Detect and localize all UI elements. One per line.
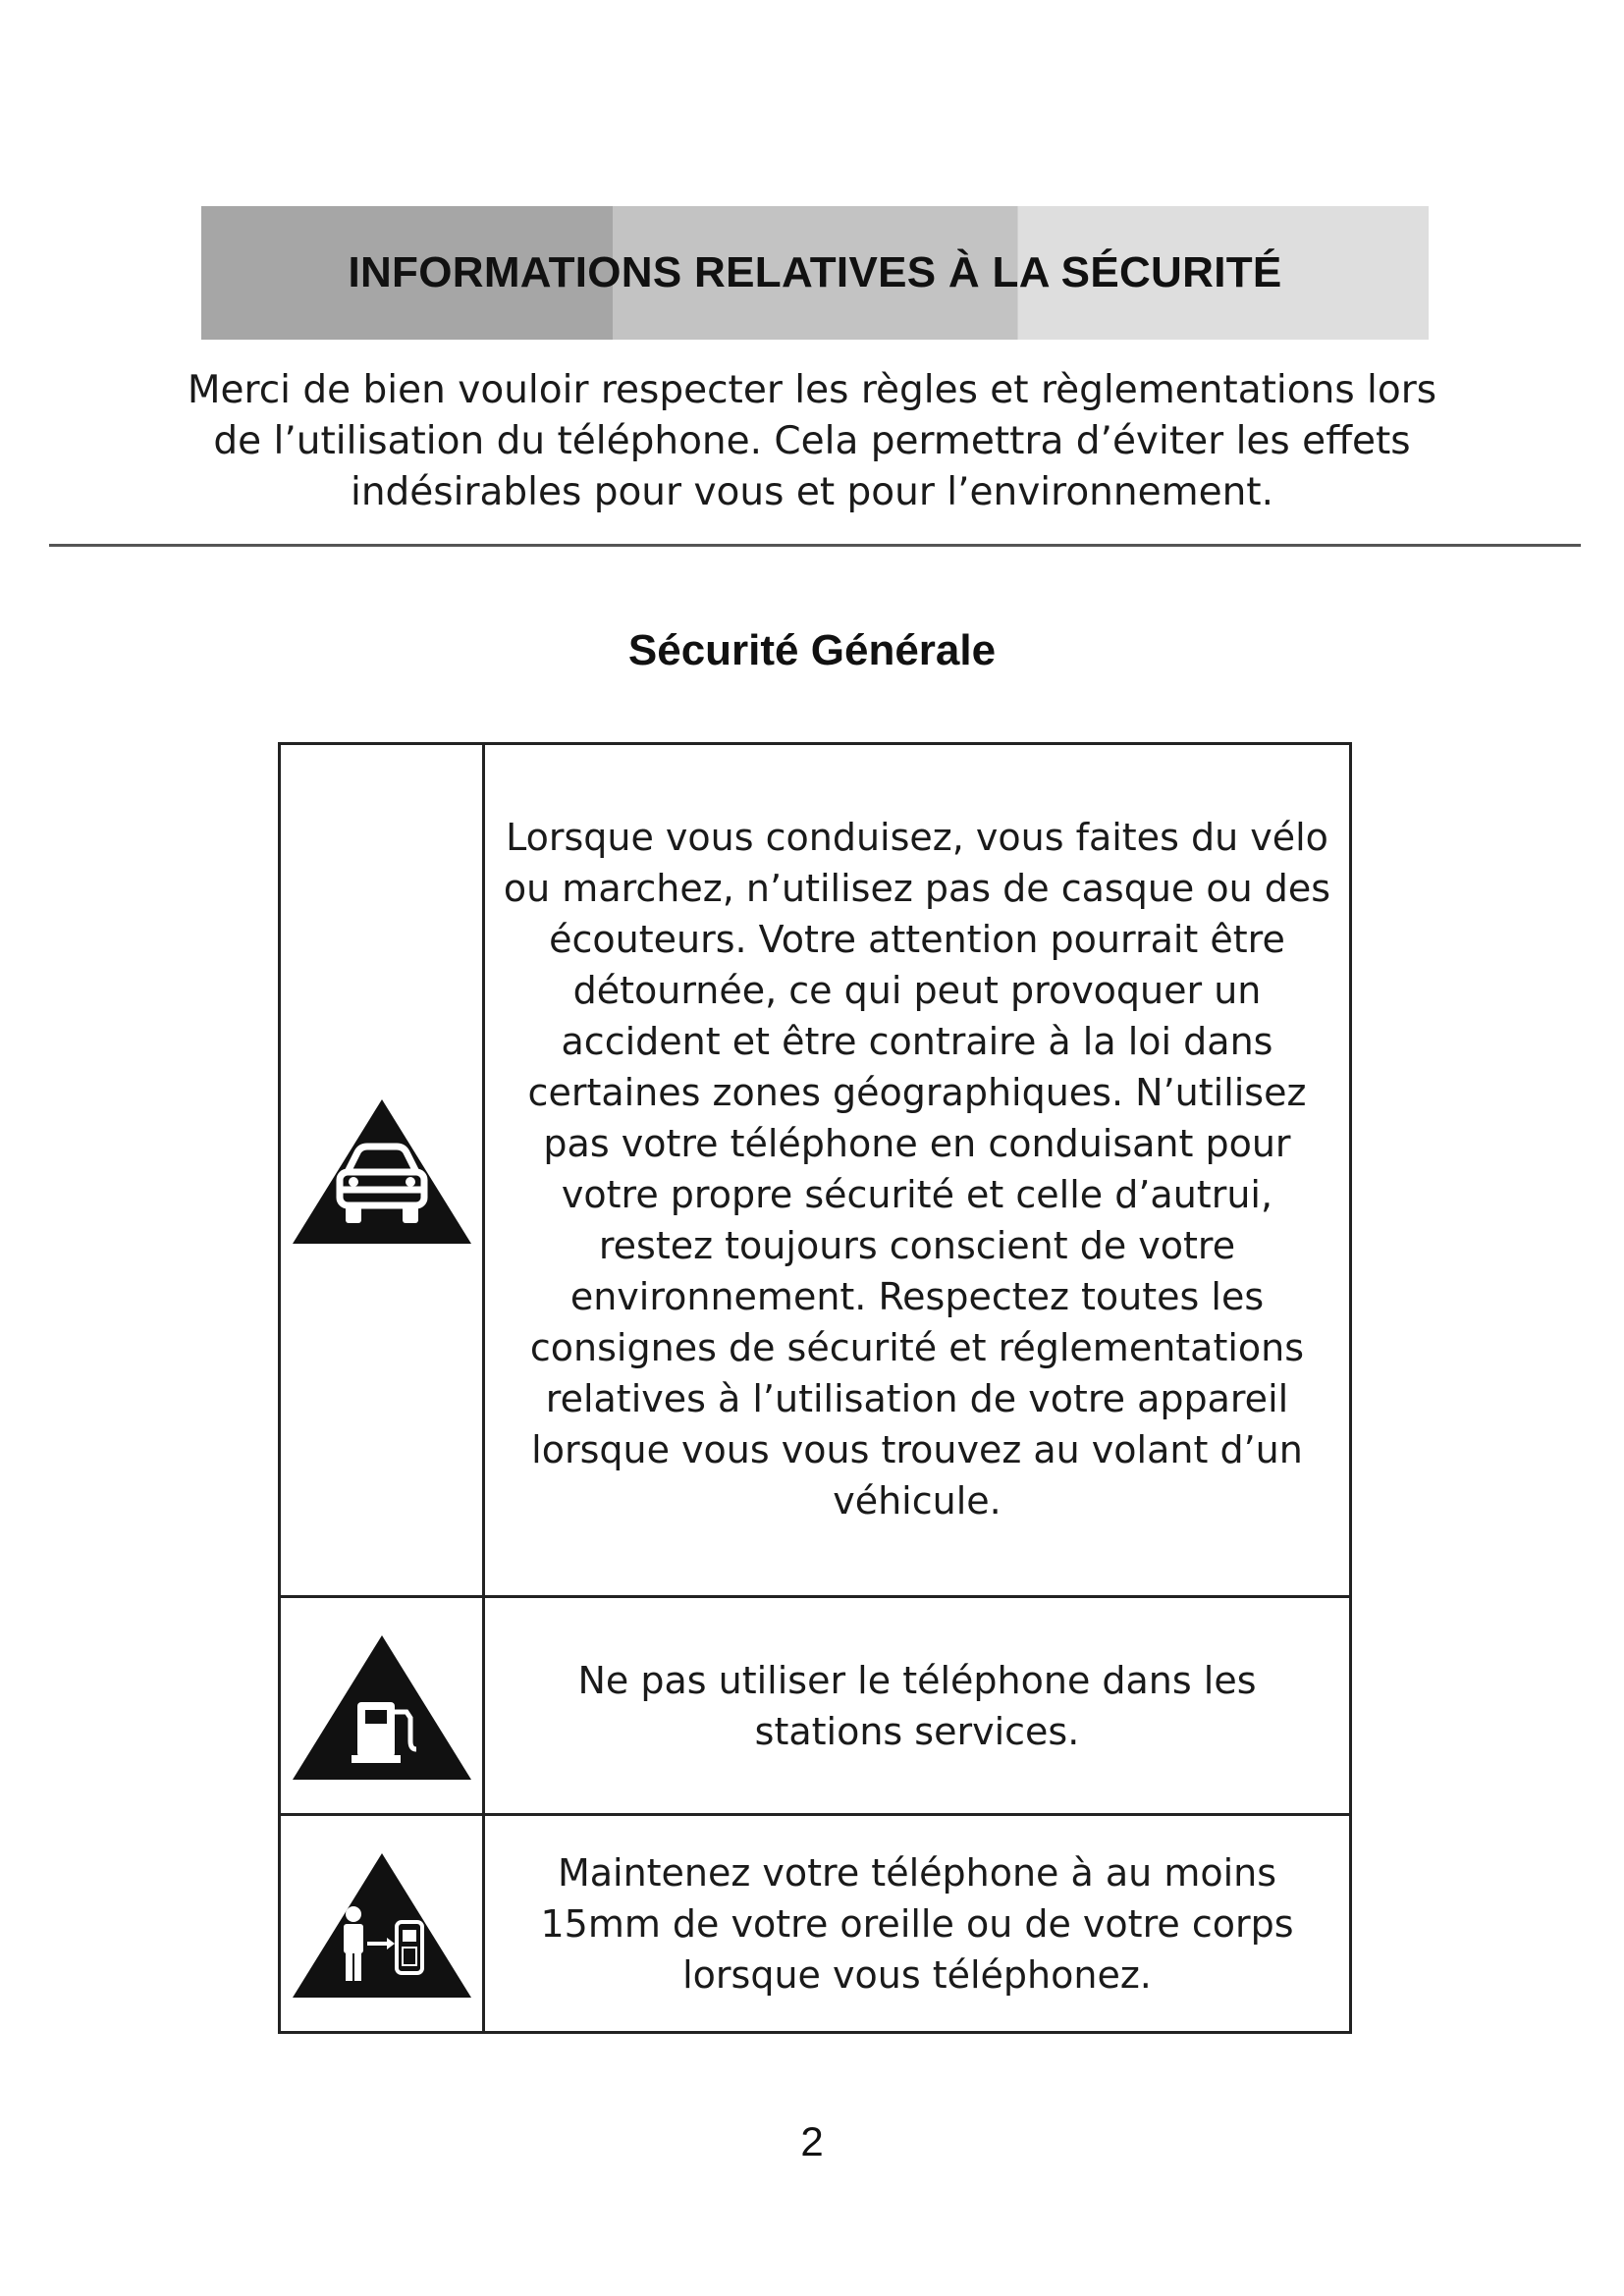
page-title: INFORMATIONS RELATIVES À LA SÉCURITÉ bbox=[348, 248, 1282, 296]
text-line: Ne pas utiliser le téléphone dans les bbox=[577, 1658, 1257, 1702]
fuel-pump-warning-icon bbox=[289, 1628, 475, 1785]
text-line: écouteurs. Votre attention pourrait être bbox=[549, 918, 1285, 961]
car-warning-icon bbox=[289, 1092, 475, 1249]
text-line: stations services. bbox=[754, 1709, 1080, 1753]
text-line: véhicule. bbox=[833, 1479, 1001, 1522]
text-line: détournée, ce qui peut provoquer un bbox=[572, 969, 1262, 1012]
text-line: ou marchez, n’utilisez pas de casque ou des bbox=[503, 867, 1331, 910]
intro-line: Merci de bien vouloir respecter les règles et règlementations lors bbox=[187, 368, 1437, 412]
intro-line: de l’utilisation du téléphone. Cela permettra d’éviter les effets bbox=[213, 419, 1411, 463]
table-row bbox=[281, 745, 1349, 1595]
icon-cell bbox=[281, 1598, 485, 1813]
row-text bbox=[485, 1816, 1349, 2031]
icon-cell bbox=[281, 1816, 485, 2031]
text-line: accident et être contraire à la loi dans bbox=[561, 1020, 1273, 1063]
text-line: environnement. Respectez toutes les bbox=[569, 1275, 1265, 1318]
table-row bbox=[281, 1595, 1349, 1813]
intro-line: indésirables pour vous et pour l’environnement. bbox=[351, 470, 1273, 514]
text-line: restez toujours conscient de votre bbox=[598, 1224, 1236, 1267]
text-line: pas votre téléphone en conduisant pour bbox=[543, 1122, 1291, 1165]
row-text-block bbox=[540, 1847, 1293, 2001]
safety-table bbox=[278, 742, 1352, 2034]
divider bbox=[49, 544, 1581, 547]
icon-cell bbox=[281, 745, 485, 1595]
text-line: lorsque vous vous trouvez au volant d’un bbox=[531, 1428, 1303, 1471]
text-line: relatives à l’utilisation de votre appareil bbox=[545, 1377, 1289, 1420]
text-line: Maintenez votre téléphone à au moins bbox=[557, 1850, 1277, 1895]
intro-paragraph bbox=[147, 365, 1477, 518]
text-line: certaines zones géographiques. N’utilisez bbox=[527, 1071, 1307, 1114]
text-line: consignes de sécurité et réglementations bbox=[529, 1326, 1305, 1369]
header-bar bbox=[201, 206, 1429, 340]
text-line: votre propre sécurité et celle d’autrui, bbox=[561, 1173, 1273, 1216]
row-text bbox=[485, 745, 1349, 1595]
table-row bbox=[281, 1813, 1349, 2031]
row-text-block bbox=[577, 1655, 1256, 1757]
text-line: 15mm de votre oreille ou de votre corps bbox=[540, 1901, 1294, 1946]
page-number: 2 bbox=[800, 2118, 824, 2164]
section-title: Sécurité Générale bbox=[627, 626, 997, 674]
row-text-block bbox=[504, 812, 1330, 1526]
text-line: Lorsque vous conduisez, vous faites du vélo bbox=[506, 816, 1328, 859]
row-text bbox=[485, 1598, 1349, 1813]
text-line: lorsque vous téléphonez. bbox=[682, 1952, 1152, 1997]
body-distance-warning-icon bbox=[289, 1845, 475, 2002]
